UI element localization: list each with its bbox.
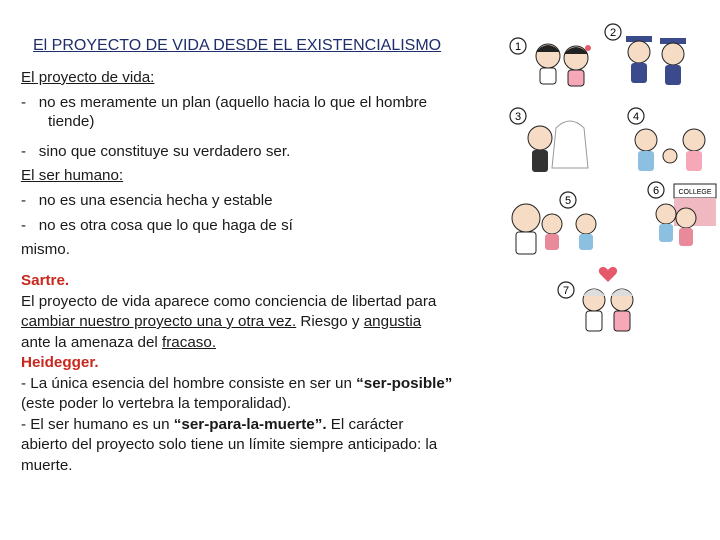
- sartre-text: cambiar nuestro proyecto una y otra vez. Riesgo y angustia: [21, 313, 422, 330]
- panel-number: 1: [514, 41, 522, 53]
- panel-number: 7: [562, 285, 570, 297]
- heading-sartre: Sartre.: [21, 272, 70, 289]
- page-title: El PROYECTO DE VIDA DESDE EL EXISTENCIALISMO: [33, 37, 442, 54]
- list-item-continuation: tiende): [48, 113, 95, 131]
- heading-heidegger: Heidegger.: [21, 354, 99, 371]
- panel-number: 5: [564, 195, 572, 207]
- comic-panel-2: [605, 24, 686, 85]
- panel-number: 3: [514, 111, 522, 123]
- heidegger-text: - La única esencia del hombre consiste en ser un “ser-posible”: [21, 374, 453, 392]
- panel-number: 4: [632, 111, 640, 123]
- list-item-continuation: mismo.: [21, 241, 70, 259]
- heidegger-text: - El ser humano es un “ser-para-la-muerte”. El carácter: [21, 415, 404, 433]
- panel-number: 6: [652, 185, 660, 197]
- heidegger-text: abierto del proyecto solo tiene un límite siempre anticipado: la: [21, 436, 438, 453]
- comic-panel-4: [628, 108, 705, 171]
- list-item: - no es una esencia hecha y estable: [21, 191, 273, 209]
- comic-panel-5: [512, 192, 596, 254]
- sartre-text: ante la amenaza del fracaso.: [21, 333, 217, 351]
- philosophers-section: [21, 271, 511, 476]
- comic-panel-6: [648, 182, 716, 246]
- heading-proyecto: El proyecto de vida:: [21, 69, 155, 86]
- heading-ser-humano: El ser humano:: [21, 167, 124, 185]
- heidegger-text: (este poder lo vertebra la temporalidad).: [21, 395, 292, 412]
- heidegger-text: muerte.: [21, 456, 73, 474]
- life-stages-comic: [508, 18, 720, 350]
- proyecto-section: [21, 66, 511, 263]
- panel-number: 2: [609, 27, 617, 39]
- comic-panel-7: [558, 267, 633, 331]
- list-item: - sino que constituye su verdadero ser.: [21, 142, 291, 160]
- comic-panel-3: [510, 108, 588, 172]
- college-sign: COLLEGE: [678, 189, 712, 196]
- list-item: - no es meramente un plan (aquello hacia lo que el hombre: [21, 93, 428, 111]
- sartre-text: El proyecto de vida aparece como conciencia de libertad para: [21, 292, 437, 310]
- comic-panel-1: [510, 38, 591, 86]
- list-item: - no es otra cosa que lo que haga de sí: [21, 216, 293, 234]
